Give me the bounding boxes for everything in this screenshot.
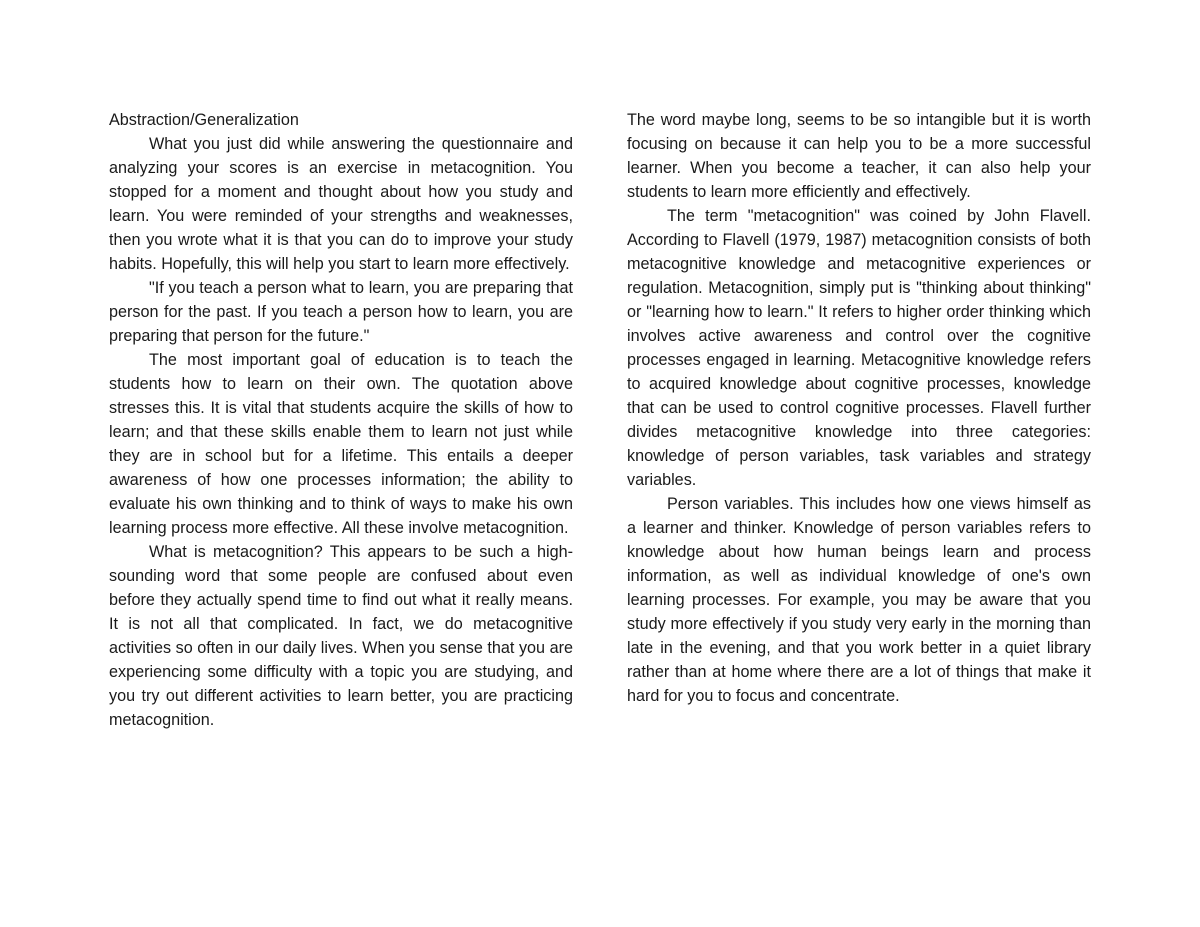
section-heading: Abstraction/Generalization	[109, 111, 299, 129]
paragraph: What you just did while answering the questionnaire and analyzing your scores is an exercise in metacognition. You stopped for a moment and thought about how you study and learn. You were reminded of your strengths and weaknesses, then you wrote what it is that you can do to improve your study habits. Hopefully, this will help you start to learn more effectively.	[109, 135, 573, 273]
right-column	[627, 108, 1091, 708]
left-column	[109, 108, 573, 732]
paragraph: The term "metacognition" was coined by John Flavell. According to Flavell (1979, 1987) metacognition consists of both metacognitive knowledge and metacognitive experiences or regulation. Metacognition, simply put is "thinking about thinking" or "learning how to learn." It refers to higher order thinking which involves active awareness and control over the cognitive processes engaged in learning. Metacognitive knowledge refers to acquired knowledge about cognitive processes, knowledge that can be used to control cognitive processes. Flavell further divides metacognitive knowledge into three categories: knowledge of person variables, task variables and strategy variables.	[627, 207, 1091, 489]
paragraph-continued: The word maybe long, seems to be so intangible but it is worth focusing on because it can help you to be a more successful learner. When you become a teacher, it can also help your students to learn more efficiently and effectively.	[627, 111, 1091, 201]
quotation-paragraph: "If you teach a person what to learn, you are preparing that person for the past. If you teach a person how to learn, you are preparing that person for the future."	[109, 279, 573, 345]
paragraph: The most important goal of education is to teach the students how to learn on their own. The quotation above stresses this. It is vital that students acquire the skills of how to learn; and that these skills enable them to learn not just while they are in school but for a lifetime. This entails a deeper awareness of how one processes information; the ability to evaluate his own thinking and to think of ways to make his own learning process more effective. All these involve metacognition.	[109, 351, 573, 537]
paragraph: Person variables. This includes how one views himself as a learner and thinker. Knowledge of person variables refers to knowledge about how human beings learn and process information, as well as individual knowledge of one's own learning processes. For example, you may be aware that you study more effectively if you study very early in the morning than late in the evening, and that you work better in a quiet library rather than at home where there are a lot of things that make it hard for you to focus and concentrate.	[627, 495, 1091, 705]
paragraph: What is metacognition? This appears to be such a high-sounding word that some people are confused about even before they actually spend time to find out what it really means. It is not all that complicated. In fact, we do metacognitive activities so often in our daily lives. When you sense that you are experiencing some difficulty with a topic you are studying, and you try out different activities to learn better, you are practicing metacognition.	[109, 543, 573, 729]
